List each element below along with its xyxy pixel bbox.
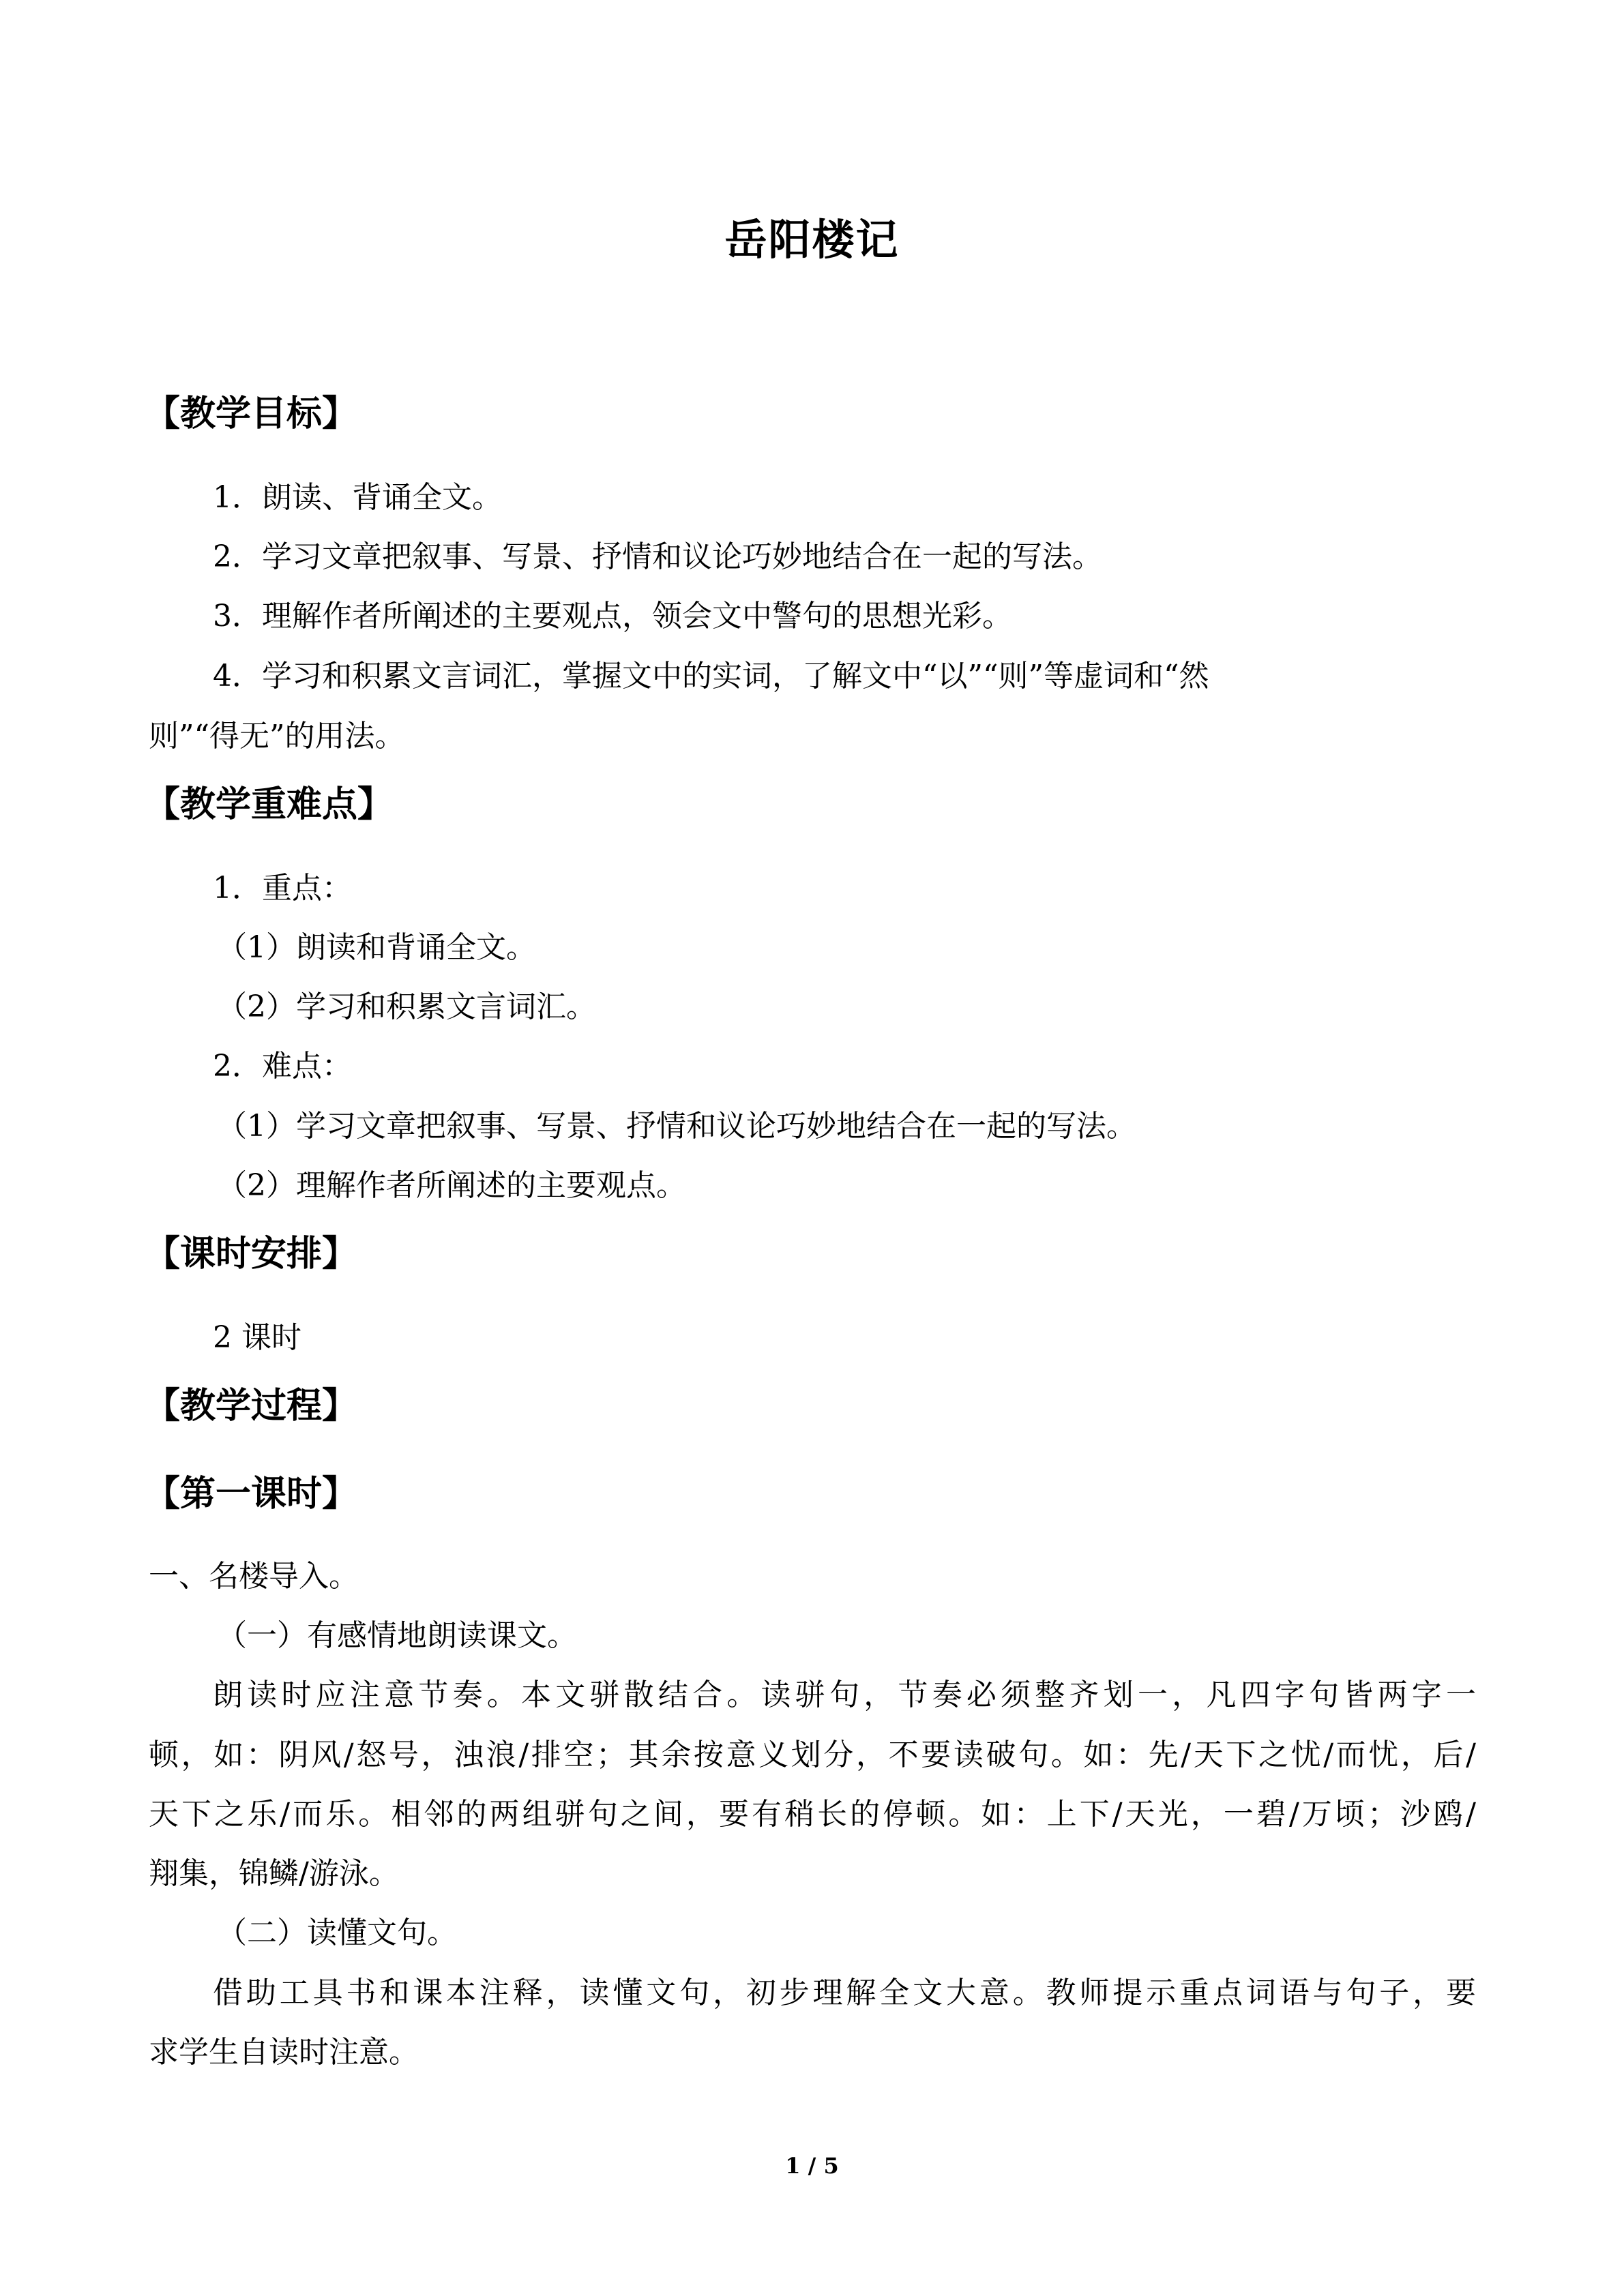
section-heading-lesson1: 【第一课时】 (145, 1474, 358, 1515)
objective-item-3: 3．理解作者所阐述的主要观点，领会文中警句的思想光彩。 (213, 599, 1012, 633)
section-heading-schedule: 【课时安排】 (145, 1234, 358, 1274)
lesson1-sub1-title: （一）有感情地朗读课文。 (217, 1618, 577, 1653)
lesson1-part1-title: 一、名楼导入。 (149, 1559, 359, 1594)
schedule-text: 2 课时 (213, 1320, 301, 1355)
section-heading-key-points: 【教学重难点】 (145, 784, 394, 825)
objective-item-2: 2．学习文章把叙事、写景、抒情和议论巧妙地结合在一起的写法。 (213, 539, 1102, 574)
paragraph-line: 求学生自读时注意。 (149, 2035, 419, 2070)
key-point-item: （1）朗读和背诵全文。 (217, 930, 536, 965)
key-point-item: 2．难点： (213, 1049, 352, 1084)
key-point-item: （2）理解作者所阐述的主要观点。 (217, 1168, 686, 1203)
objective-item-4: 4．学习和积累文言词汇，掌握文中的实词，了解文中“以”“则”等虚词和“然 (213, 659, 1209, 694)
paragraph-line: 天下之乐/而乐。相邻的两组骈句之间，要有稍长的停顿。如：上下/天光，一碧/万顷；沙鸥/ (149, 1797, 1476, 1832)
key-point-item: （1）学习文章把叙事、写景、抒情和议论巧妙地结合在一起的写法。 (217, 1109, 1136, 1144)
document-title: 岳阳楼记 (724, 215, 900, 265)
paragraph-line: 朗读时应注意节奏。本文骈散结合。读骈句，节奏必须整齐划一，凡四字句皆两字一 (213, 1678, 1476, 1712)
page-number: 1 / 5 (785, 2153, 839, 2179)
section-heading-process: 【教学过程】 (145, 1386, 358, 1427)
paragraph-line: 翔集，锦鳞/游泳。 (149, 1856, 399, 1891)
section-heading-objectives: 【教学目标】 (145, 393, 358, 434)
paragraph-line: 借助工具书和课本注释，读懂文句，初步理解全文大意。教师提示重点词语与句子，要 (213, 1976, 1476, 2010)
key-point-item: 1．重点： (213, 871, 352, 906)
objective-item-4-cont: 则”“得无”的用法。 (149, 719, 405, 754)
objective-item-1: 1．朗读、背诵全文。 (213, 480, 502, 515)
key-point-item: （2）学习和积累文言词汇。 (217, 989, 596, 1024)
lesson1-sub2-title: （二）读懂文句。 (217, 1915, 457, 1950)
paragraph-line: 顿，如：阴风/怒号，浊浪/排空；其余按意义划分，不要读破句。如：先/天下之忧/而忧，后/ (149, 1738, 1476, 1772)
